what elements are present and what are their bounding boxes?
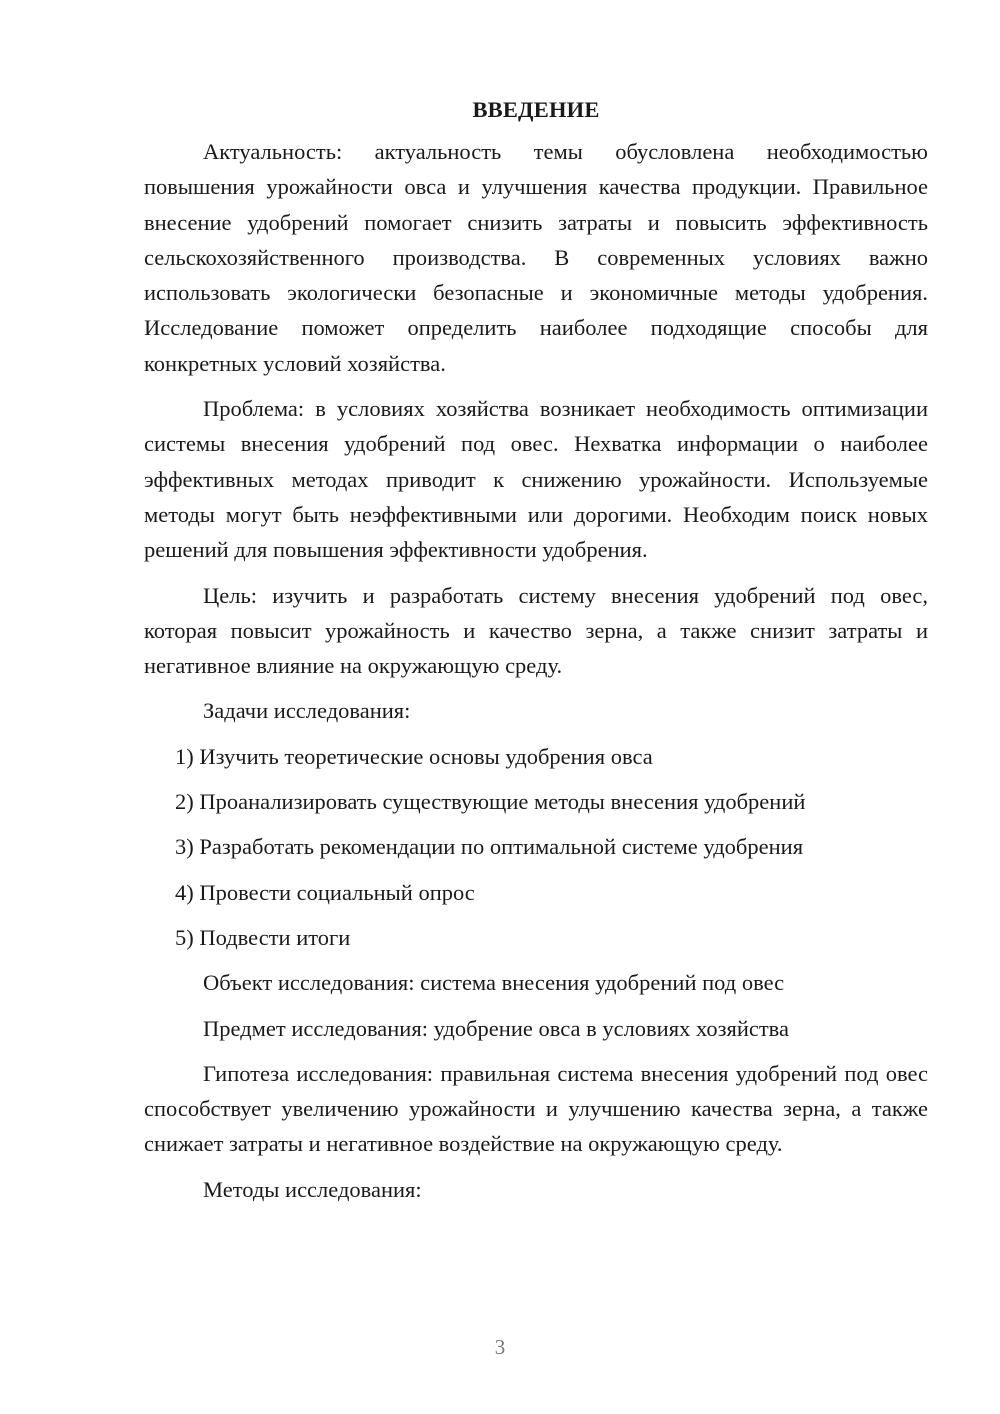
list-item: 4) Провести социальный опрос [175,879,475,905]
subject-paragraph: Предмет исследования: удобрение овса в условиях хозяйства [203,1015,789,1041]
list-item: 5) Подвести итоги [175,924,351,950]
methods-heading: Методы исследования: [203,1176,422,1202]
section-heading: ВВЕДЕНИЕ [472,97,600,122]
list-item: 2) Проанализировать существующие методы внесения удобрений [175,789,806,815]
goal-paragraph: Цель: изучить и разработать систему внесения удобрений под овес, которая повысит урожайность и качество зерна, а также снизит затраты и негативное влияние на окружающую среду. [144,582,928,679]
list-item: 3) Разработать рекомендации по оптимальной системе удобрения [175,834,804,860]
tasks-list [144,739,928,955]
tasks-heading: Задачи исследования: [203,698,411,724]
relevance-paragraph: Актуальность: актуальность темы обусловлена необходимостью повышения урожайности овса и улучшения качества продукции. Правильное внесение удобрений помогает снизить затраты и повысить эффективность сельскохозяйственного производства. В современных условиях важно использовать экологически безопасные и экономичные методы удобрения. Исследование поможет определить наиболее подходящие способы для конкретных условий хозяйства. [144,139,928,376]
page-number: 3 [494,1335,506,1359]
problem-paragraph: Проблема: в условиях хозяйства возникает необходимость оптимизации системы внесения удобрений под овес. Нехватка информации о наиболее эффективных методах приводит к снижению урожайности. Используемые методы могут быть неэффективными или дорогими. Необходим поиск новых решений для повышения эффективности удобрения. [144,396,928,563]
object-paragraph: Объект исследования: система внесения удобрений под овес [203,970,785,996]
list-item: 1) Изучить теоретические основы удобрения овса [175,743,653,769]
hypothesis-paragraph: Гипотеза исследования: правильная система внесения удобрений под овес способствует увеличению урожайности и улучшению качества зерна, а также снижает затраты и негативное воздействие на окружающую среду. [144,1060,928,1157]
page-content [144,96,928,1217]
